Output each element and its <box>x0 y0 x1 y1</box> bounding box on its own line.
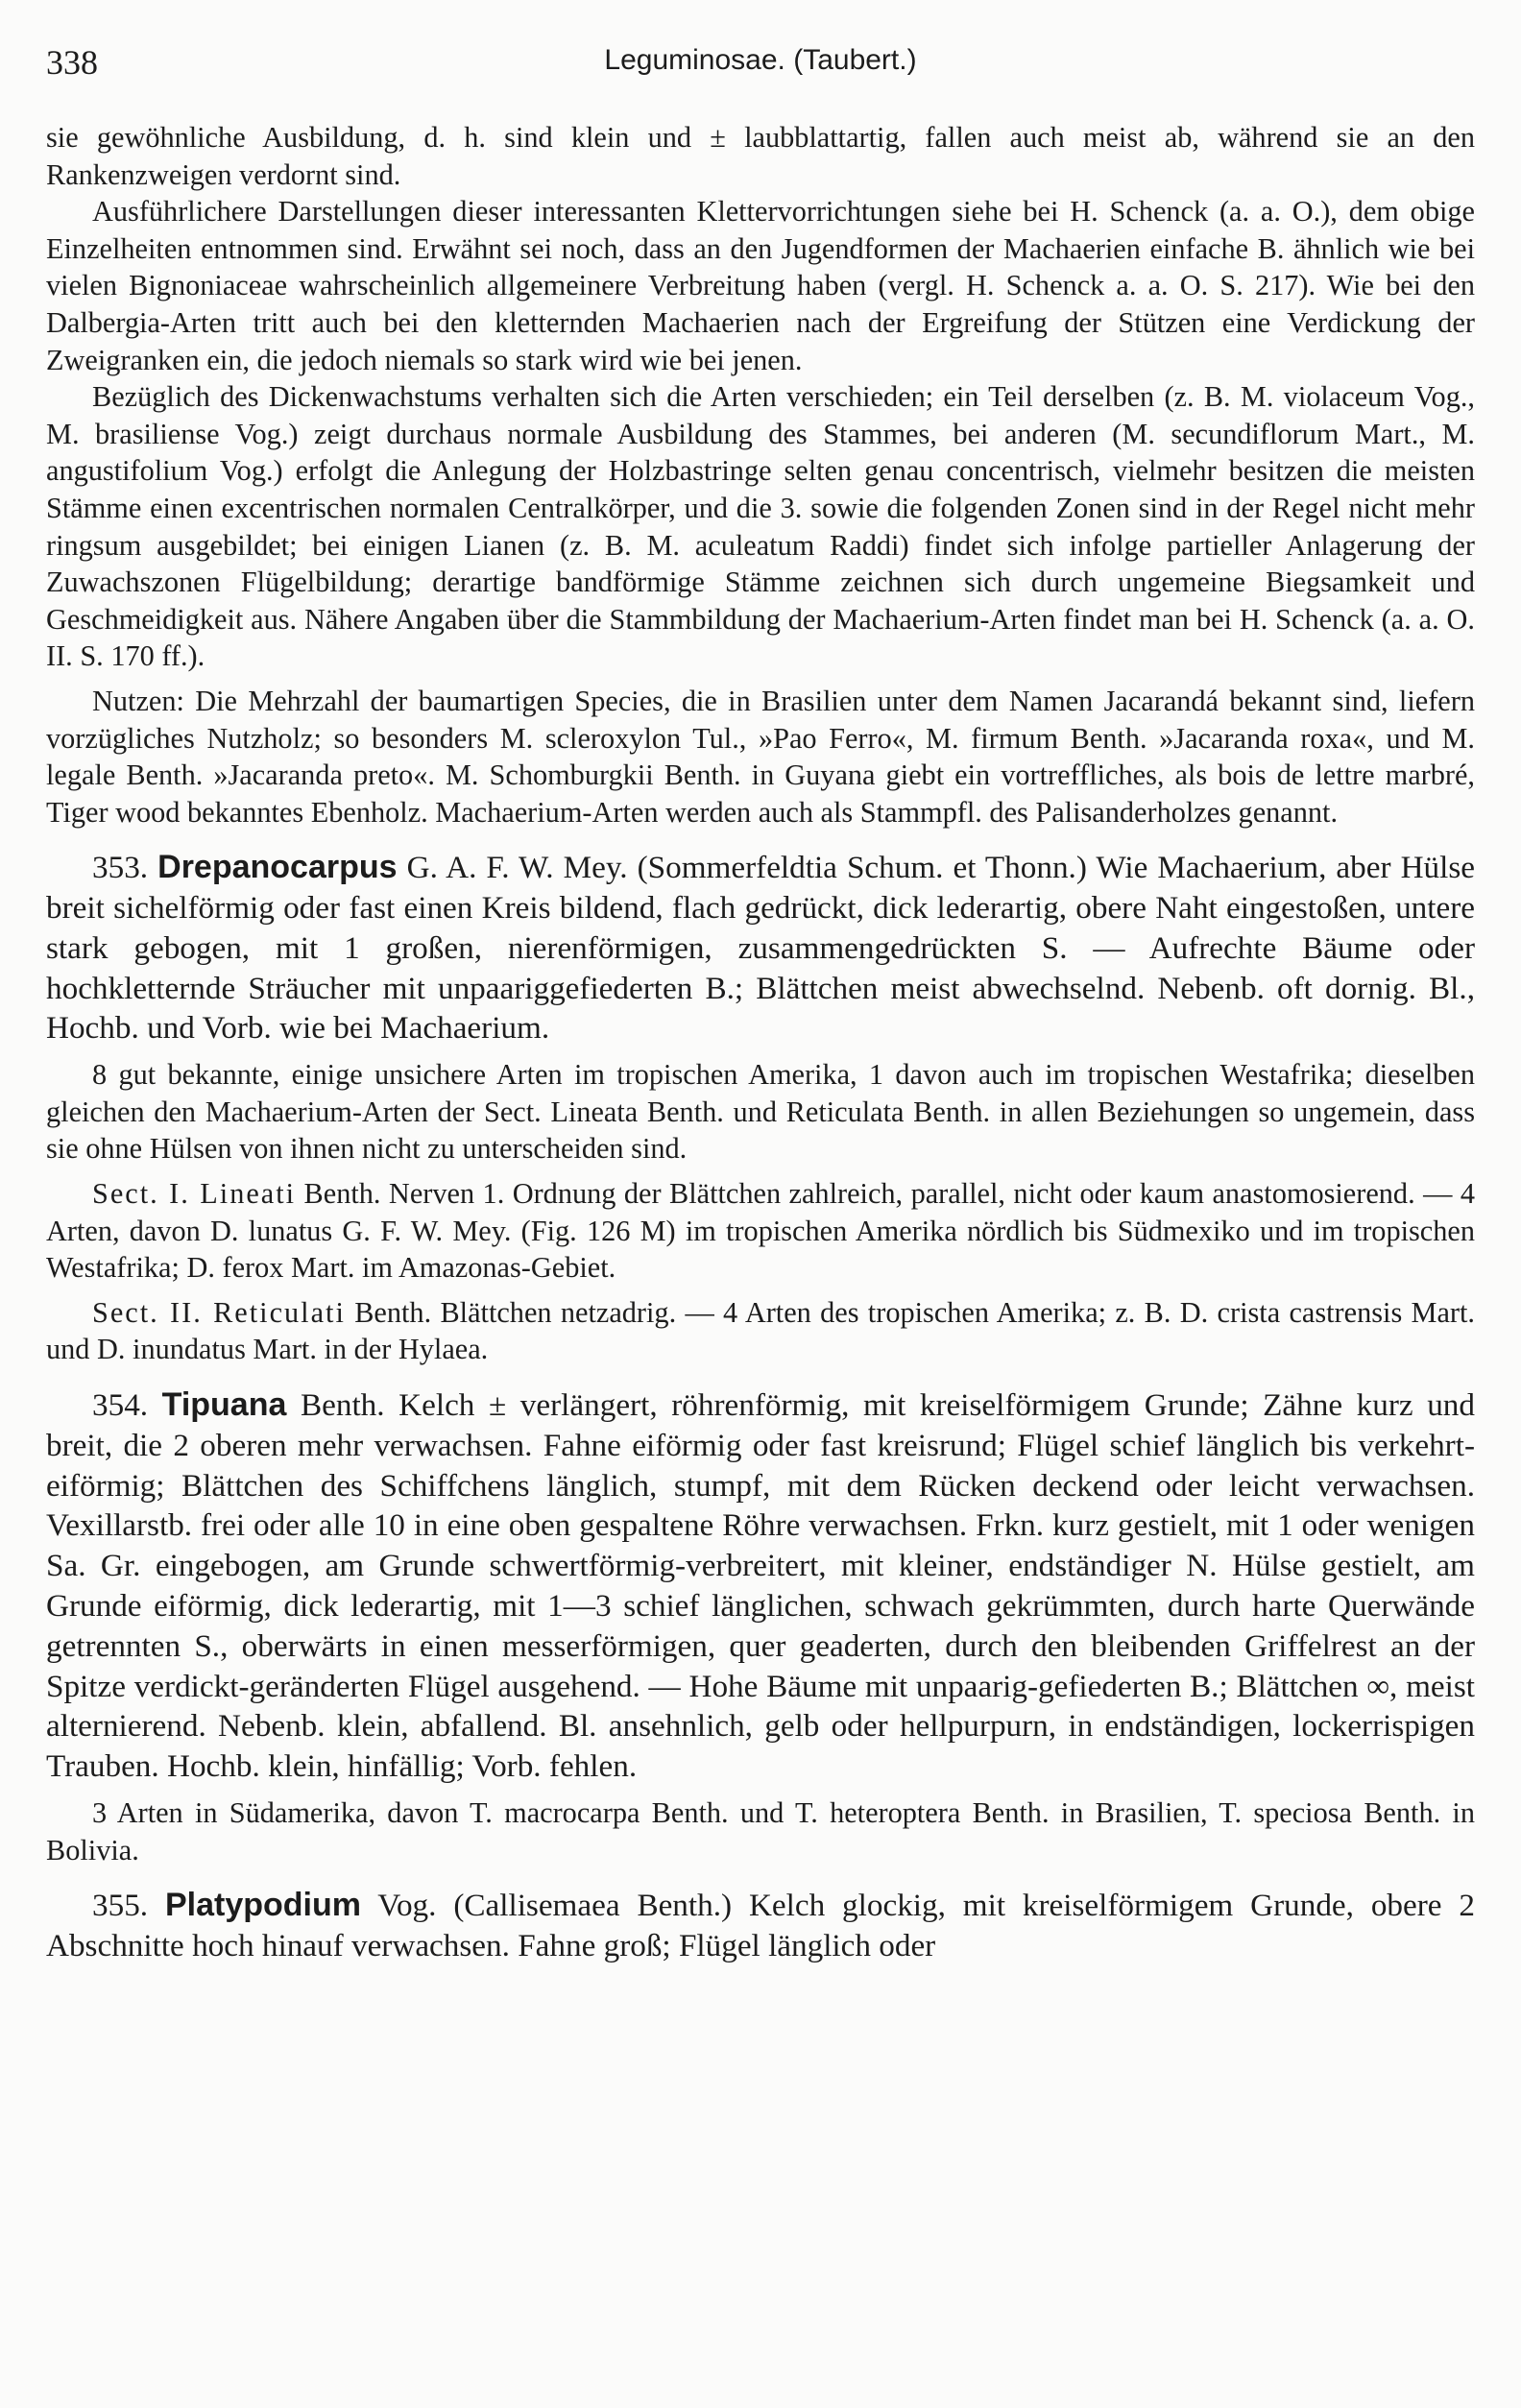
page-header <box>46 35 1475 86</box>
section-description: Benth. Blättchen netzadrig. — 4 Arten des tropischen Amerika; z. B. D. crista castrensis Mart. und D. inundatus Mart. in der Hylaea. <box>46 1295 1476 1366</box>
genus-description: Vog. (Callisemaea Benth.) Kelch glockig, mit kreiselförmigem Grunde, obere 2 Abschnitte hoch hinauf verwachsen. Fahne groß; Flügel länglich oder <box>46 1888 1475 1963</box>
paragraph-stipule-note: sie gewöhnliche Ausbildung, d. h. sind klein und ± laubblattartig, fallen auch meist ab, während sie an den Rankenzweigen verdornt sind. <box>46 121 1475 191</box>
section-label: Sect. II. Reticulati <box>92 1295 346 1329</box>
paragraph-secondary-growth: Bezüglich des Dickenwachstums verhalten sich die Arten verschieden; ein Teil derselben (z. B. M. violaceum Vog., M. brasiliense Vog.) zeigt durchaus normale Ausbildung des Stammes, bei anderen (M. secundiflorum Mart., M. angustifolium Vog.) erfolgt die Anlegung der Holzbastringe selten genau concentrisch, vielmehr besitzen die meisten Stämme einen excentrischen normalen Centralkörper, und die 3. sowie die folgenden Zonen sind in der Regel nicht mehr ringsum ausgebildet; bei einigen Lianen (z. B. M. aculeatum Raddi) findet sich infolge partieller Anlagerung der Zuwachszonen Flügelbildung; derartige bandförmige Stämme zeichnen sich durch ungemeine Biegsamkeit und Geschmeidigkeit aus. Nähere Angaben über die Stammbildung der Machaerium-Arten findet man bei H. Schenck (a. a. O. II. S. 170 ff.). <box>46 380 1475 673</box>
section-entry-lineati <box>46 1175 1475 1287</box>
section-label: Sect. I. Lineati <box>92 1177 297 1211</box>
genus-entry-drepanocarpus <box>46 848 1475 1048</box>
genus-name: Platypodium <box>164 1887 361 1924</box>
genus-name: Tipuana <box>161 1386 287 1424</box>
paragraph-climbing-organs: Ausführlichere Darstellungen dieser interessanten Klettervorrichtungen siehe bei H. Schenck (a. a. O.), dem obige Einzelheiten entnommen sind. Erwähnt sei noch, dass an den Jugendformen der Machaerien einfache B. ähnlich wie bei vielen Bignoniaceae wahrscheinlich allgemeinere Verbreitung haben (vergl. H. Schenck a. a. O. S. 217). Wie bei den Dalbergia-Arten tritt auch bei den kletternden Machaerien nach der Ergreifung der Stützen eine Verdickung der Zweigranken ein, die jedoch niemals so stark wird wie bei jenen. <box>46 195 1475 376</box>
section-description: Benth. Nerven 1. Ordnung der Blättchen zahlreich, parallel, nicht oder kaum anastomosierend. — 4 Arten, davon D. lunatus G. F. W. Mey. (Fig. 126 M) im tropischen Amerika nördlich bis Südmexiko und im tropischen Westafrika; D. ferox Mart. im Amazonas-Gebiet. <box>46 1177 1475 1285</box>
paragraph-tipuana-species: 3 Arten in Südamerika, davon T. macrocarpa Benth. und T. heteroptera Benth. in Brasilien, T. speciosa Benth. in Bolivia. <box>46 1795 1475 1866</box>
genus-description: Benth. Kelch ± verlängert, röhrenförmig, mit kreiselförmigem Grunde; Zähne kurz und breit, die 2 oberen mehr verwachsen. Fahne eiförmig oder fast kreisrund; Flügel schief länglich bis verkehrt-eiförmig; Blättchen des Schiffchens länglich, stumpf, mit dem Rücken deckend oder leicht verwachsen. Vexillarstb. frei oder alle 10 in eine oben gespaltene Röhre verwachsen. Frkn. kurz gestielt, mit 1 oder wenigen Sa. Gr. eingebogen, am Grunde schwertförmig-verbreitert, mit kleiner, endständiger N. Hülse gestielt, am Grunde eiförmig, dick lederartig, mit 1—3 schief länglichen, schwach gekrümmten, durch harte Querwände getrennten S., oberwärts in einen messerförmigen, quer geaderten, durch den bleibenden Griffelrest an der Spitze verdickt-geränderten Flügel ausgehend. — Hohe Bäume mit unpaarig-gefiederten B.; Blättchen ∞, meist alternierend. Nebenb. klein, abfallend. Bl. ansehnlich, gelb oder hellpurpurn, in endständigen, lockerrispigen Trauben. Hochb. klein, hinfällig; Vorb. fehlen. <box>46 1387 1475 1785</box>
genus-description: G. A. F. W. Mey. (Sommerfeldtia Schum. et Thonn.) Wie Machaerium, aber Hülse breit sichelförmig oder fast einen Kreis bildend, flach gedrückt, dick lederartig, obere Naht eingestoßen, untere stark gebogen, mit 1 großen, nierenförmigen, zusammengedrückten S. — Aufrechte Bäume oder hochkletternde Sträucher mit unpaariggefiederten B.; Blättchen meist abwechselnd. Nebenb. oft dornig. Bl., Hochb. und Vorb. wie bei Machaerium. <box>46 850 1476 1047</box>
paragraph-uses: Nutzen: Die Mehrzahl der baumartigen Species, die in Brasilien unter dem Namen Jacarandá bekannt sind, liefern vorzügliches Nutzholz; so besonders M. scleroxylon Tul., »Pao Ferro«, M. firmum Benth. »Jacaranda roxa«, und M. legale Benth. »Jacaranda preto«. M. Schomburgkii Benth. in Guyana giebt ein vortreffliches, als bois de lettre marbré, Tiger wood bekanntes Ebenholz. Machaerium-Arten werden auch als Stammpfl. des Palisanderholzes genannt. <box>46 684 1475 829</box>
genus-name: Drepanocarpus <box>157 849 398 886</box>
section-entry-reticulati <box>46 1294 1475 1368</box>
genus-number: 354. <box>92 1387 149 1424</box>
page-number: 338 <box>46 43 98 82</box>
paragraph-species-count: 8 gut bekannte, einige unsichere Arten im tropischen Amerika, 1 davon auch im tropischen Westafrika; dieselben gleichen den Machaerium-Arten der Sect. Lineata Benth. und Reticulata Benth. in allen Beziehungen so ungemein, dass sie ohne Hülsen von ihnen nicht zu unterscheiden sind. <box>46 1058 1475 1166</box>
genus-number: 353. <box>92 850 149 886</box>
genus-number: 355. <box>92 1888 149 1924</box>
genus-entry-tipuana <box>46 1385 1475 1787</box>
running-head: Leguminosae. (Taubert.) <box>604 44 917 76</box>
genus-entry-platypodium <box>46 1886 1475 1966</box>
body-text <box>46 119 1475 1966</box>
